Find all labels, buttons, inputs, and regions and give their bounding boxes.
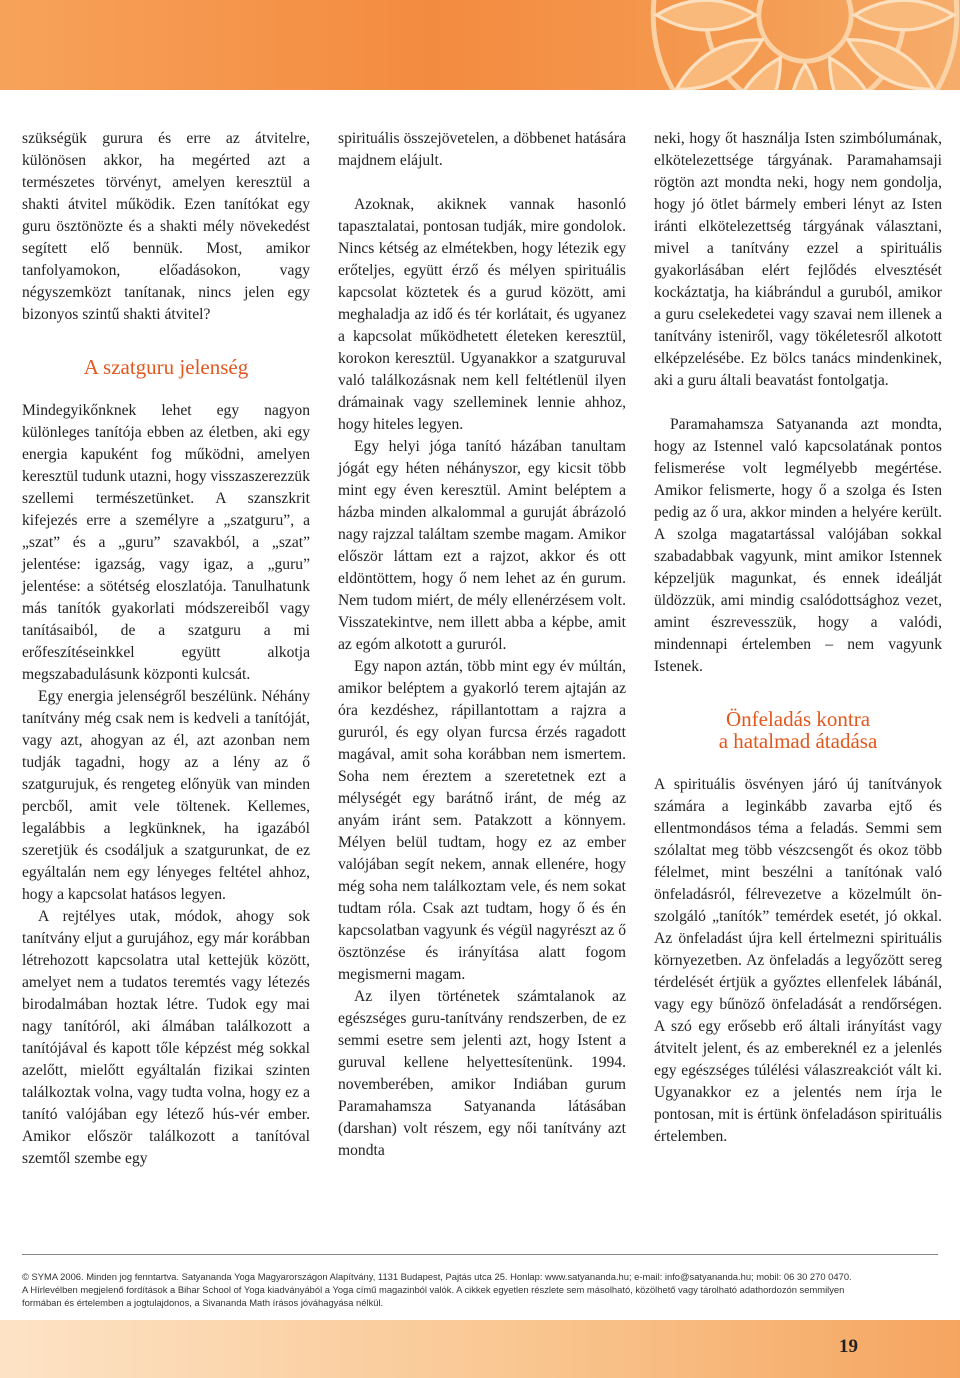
paragraph: Azoknak, akiknek vannak hasonló tapasztalatai, pontosan tudják, mire gondolok. Nincs kétség az elmétekben, hogy létezik egy erőteljes, együtt érző és mélyen spirituális kapcsolat köztetek és a gurud között, ami meghaladja az idő és tér korlátait, és ugyanez a kapcsolat működhetett életeken keresztül, korokon keresztül. Ugyanakkor a szatguruval való találkozásnak nem kell feltétlenül ilyen drámainak vagy szelleminek lennie ahhoz, hogy hiteles legyen. xyxy=(338,196,626,433)
footer-line: A Hírlevélben megjelenő fordítások a Bihar School of Yoga kiadványából a Yoga című magazinból valók. A cikkek egyetlen részlete sem másolható, közölhető vagy tárolható adathordozón semmilyen xyxy=(22,1284,845,1295)
column-2 xyxy=(338,128,626,1162)
paragraph: Egy napon aztán, több mint egy év múltán, amikor beléptem a gyakorló terem ajtaján az óra kezdéshez, rápillantottam a rajzra a gururól, és egy olyan furcsa érzés ragadott magával, amit soha korábban nem ismertem. Soha nem éreztem a szeretetnek ezt a mélységét egy barátnő iránt, de még az anyám iránt sem. Patakzott a könnyem. Mélyen belül tudtam, hogy ez az ember valójában segít nekem, annak ellenére, hogy még soha nem találkoztam vele, és nem sokat tudtam róla. Csak azt tudtam, hogy ő és én kapcsolatban vagyunk és végül nagyrészt az ő ösztönzése és irányítása alatt fogom megismerni magam. xyxy=(338,658,626,983)
paragraph: Mindegyikőnknek lehet egy nagyon különleges tanítója ebben az életben, aki egy energia kapuként fog működni, amelyen keresztül tudunk utazni, hogy visszaszerezzük szellemi természetünket. A szanszkrit kifejezés erre a személyre a „szatguru”, a „szat” és a „guru” szavakból, a „szat” jelentése: igazság, vagy igaz, a „guru” jelentése: a sötétség eloszlatója. Tanulhatunk más tanítók gyakorlati módszereiből vagy tanításaiból, de a szatguru a mi erőfeszítéseinkkel együtt alkotja megszabadulásunk központi kulcsát. xyxy=(22,402,310,683)
page-header-banner xyxy=(0,0,960,90)
footer-line: © SYMA 2006. Minden jog fenntartva. Satyananda Yoga Magyarországon Alapítvány, 1131 Budapest, Pajtás utca 25. Honlap: www.satyananda.hu; e-mail: info@satyananda.hu; mobil: 06 30 270 0470. xyxy=(22,1271,852,1282)
copyright-footer xyxy=(22,1270,938,1309)
page-footer-bar xyxy=(0,1320,960,1378)
section-heading xyxy=(654,708,942,752)
paragraph: neki, hogy őt használja Isten szimbólumának, elkötelezettsége tárgyának. Paramahamsaji rögtön azt mondta neki, hogy nem gondolja, hogy jó ötlet bármely emberi lényt az Isten iránti elkötelezettség tárgyának választani, mivel a tanítvány ezzel a spirituális gyakorlásában elért fejlődés elvesztését kockáztatja, ha kiábrándul a guruból, amikor a guru cselekedetei vagy szavai nem illenek a tanítvány isteniről, vagy tökéletesről alkotott elképzelésébe. Ez bölcs tanács mindenkinek, aki a guru általi beavatást fontolgatja. xyxy=(654,130,942,389)
column-3 xyxy=(654,128,942,1148)
article-body xyxy=(22,128,940,1238)
paragraph: A rejtélyes utak, módok, ahogy sok tanítvány eljut a gurujához, egy már korábban létrehozott kapcsolatra utal kettejük között, amelyet nem a tudatos teremtés vagy létezés birodalmában hoztak létre. Tudok egy mai nagy tanítóról, aki álmában találkozott a tanítójával és kapott tőle képzést még sokkal azelőtt, mielőtt egyáltalán fizikai szinten találkoztak volna, vagy tudta volna, hogy ez a tanító valójában egy létező hús-vér ember. Amikor először találkozott a tanítóval szemtől szembe egy xyxy=(22,908,310,1167)
paragraph: Az ilyen történetek számtalanok az egészséges guru-tanítvány rendszerben, de ez semmi esetre sem jelenti azt, hogy Istent a guruval kellene helyettesítenünk. 1994. novemberében, amikor Indiában gurum Paramahamsza Satyananda látásában (darshan) volt részem, egy női tanítvány azt mondta xyxy=(338,988,626,1159)
paragraph: spirituális összejövetelen, a döbbenet hatására majdnem elájult. xyxy=(338,130,626,169)
column-1 xyxy=(22,128,310,1170)
lotus-mandala-icon xyxy=(640,0,960,90)
section-heading-line: Önfeladás kontra xyxy=(725,707,871,731)
footer-divider xyxy=(22,1254,938,1255)
paragraph: Paramahamsza Satyananda azt mondta, hogy az Istennel való kapcsolatának pontos felismerése volt legmélyebb megértése. Amikor felismerte, hogy ő a szolga és Isten pedig az ő ura, akkor minden a helyére került. A szolga magatartással valójában sokkal szabadabbak vagyunk, mint amikor Istennek képzeljük magunkat, és ennek ideálját üldözzük, ami mindig csalódottsághoz vezet, amint észrevesszük, hogy a valódi, mindennapi értelemben – nem vagyunk Istenek. xyxy=(654,416,942,675)
page-number: 19 xyxy=(839,1336,858,1357)
paragraph: Egy helyi jóga tanító házában tanultam jógát egy héten néhányszor, egy kicsit több mint egy éven keresztül. Amint beléptem a házba minden alkalommal a guruját ábrázoló nagy rajzzal találtam szembe magam. Amikor először láttam ezt a rajzot, akkor és ott eldöntöttem, hogy ő nem lehet az én gurum. Nem tudom miért, de mély ellenérzésem volt. Visszatekintve, nem illett abba a képbe, amit az egóm alkotott a gururól. xyxy=(338,438,626,653)
paragraph: szükségük gurura és erre az átvitelre, különösen akkor, ha megérted azt a természetes törvényt, amelyen keresztül a shakti átvitel működik. Ezen tanítókat egy guru ösztönözte és a shakti mély növekedést segített elő bennük. Most, amikor tanfolyamokon, előadásokon, vagy négyszemközt tanítanak, nincs jelen egy bizonyos szintű shakti átvitel? xyxy=(22,130,310,323)
footer-line: formában és értelemben a jogtulajdonos, a Sivananda Math írásos jóváhagyása nélkül. xyxy=(22,1297,384,1308)
section-heading: A szatguru jelenség xyxy=(83,355,249,379)
section-heading-line: a hatalmad átadása xyxy=(718,729,878,753)
paragraph: A spirituális ösvényen járó új tanítványok számára a leginkább zavarba ejtő és ellentmondásos téma a feladás. Semmi sem szólaltat meg több vészcsengőt és okoz több félelmet, mint beszélni a tanítónak való önfeladásról, félrevezetve a közelmúlt ön-szolgáló „tanítók” temérdek esetét, jó okkal. Az önfeladást újra kell értelmezni spirituális környezetben. Az önfeladás a legyőzött sereg térdelését értjük a győztes ellenfelek lábánál, vagy egy bűnöző önfeladását a rendőrségen. A szó egy erősebb erő általi irányítást vagy átvitelt jelent, és az embereknél ez a jelenlés egy egészséges túlélési válaszreakciót vált ki. Ugyanakkor ez a jelentés nem írja le pontosan, mit is értünk önfeladáson spirituális értelemben. xyxy=(654,776,942,1145)
paragraph: Egy energia jelenségről beszélünk. Néhány tanítvány még csak nem is kedveli a tanítóját, vagy azt, ahogyan az él, azt azonban nem tudják tagadni, hogy az a lény az ő szatgurujuk, és rengeteg előnyük van minden percből, amit vele töltenek. Kellemes, legalábbis a legkünknek, ha igazából szeretjük és csodáljuk a szatgurunkat, de ez egyáltalán nem egy lényeges feltétel ahhoz, hogy a kapcsolat hatásos legyen. xyxy=(22,688,310,903)
